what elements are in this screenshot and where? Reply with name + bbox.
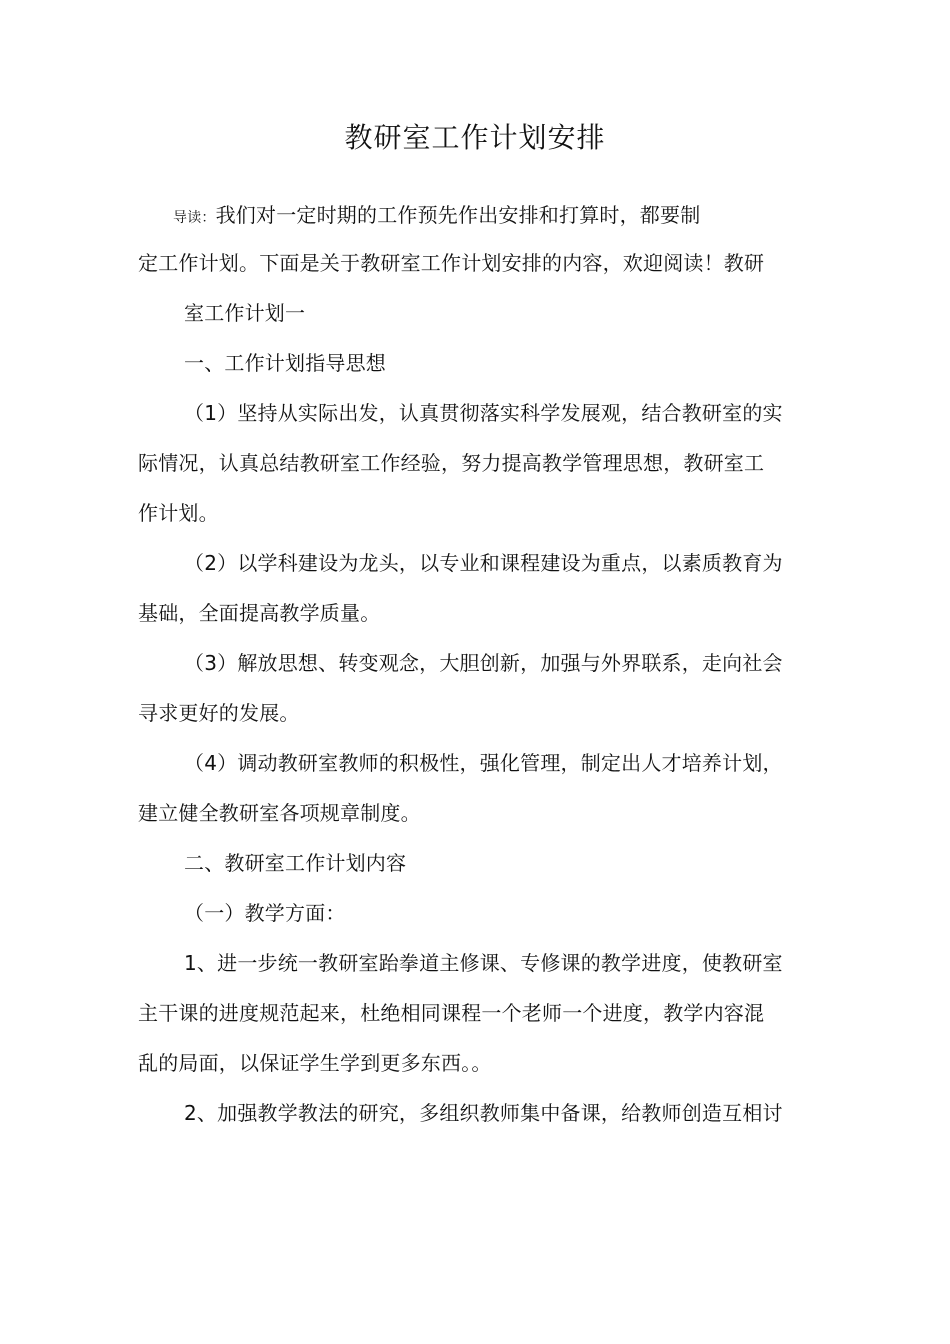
section-heading: 室工作计划一 <box>184 301 306 325</box>
paragraph-line: （4）调动教研室教师的积极性，强化管理，制定出人才培养计划， <box>184 751 783 775</box>
paragraph-line: 基础，全面提高教学质量。 <box>138 601 381 625</box>
paragraph-line: 1、进一步统一教研室跆拳道主修课、专修课的教学进度，使教研室 <box>184 951 783 975</box>
section-heading: 一、工作计划指导思想 <box>184 351 386 375</box>
paragraph-line: （3）解放思想、转变观念，大胆创新，加强与外界联系，走向社会 <box>184 651 783 675</box>
document-title: 教研室工作计划安排 <box>344 121 606 154</box>
lead-label: 导读： <box>173 210 216 226</box>
paragraph-line: 主干课的进度规范起来，杜绝相同课程一个老师一个进度，教学内容混 <box>138 1001 765 1025</box>
paragraph-line: 乱的局面，以保证学生学到更多东西。。 <box>138 1051 492 1075</box>
paragraph-line: 定工作计划。下面是关于教研室工作计划安排的内容，欢迎阅读！教研 <box>138 251 765 275</box>
paragraph-line: （2）以学科建设为龙头，以专业和课程建设为重点，以素质教育为 <box>184 551 783 575</box>
lead-paragraph-line-1 <box>173 199 700 228</box>
section-heading: 二、教研室工作计划内容 <box>184 851 407 875</box>
paragraph-line: 作计划。 <box>138 501 219 525</box>
paragraph-line: 寻求更好的发展。 <box>138 701 300 725</box>
subsection-heading: （一）教学方面： <box>184 901 346 925</box>
paragraph-line: （1）坚持从实际出发，认真贯彻落实科学发展观，结合教研室的实 <box>184 401 783 425</box>
paragraph-text: 我们对一定时期的工作预先作出安排和打算时，都要制 <box>215 203 701 227</box>
paragraph-line: 建立健全教研室各项规章制度。 <box>138 801 421 825</box>
paragraph-line: 2、加强教学教法的研究，多组织教师集中备课，给教师创造互相讨 <box>184 1101 783 1125</box>
paragraph-line: 际情况，认真总结教研室工作经验，努力提高教学管理思想，教研室工 <box>138 451 765 475</box>
